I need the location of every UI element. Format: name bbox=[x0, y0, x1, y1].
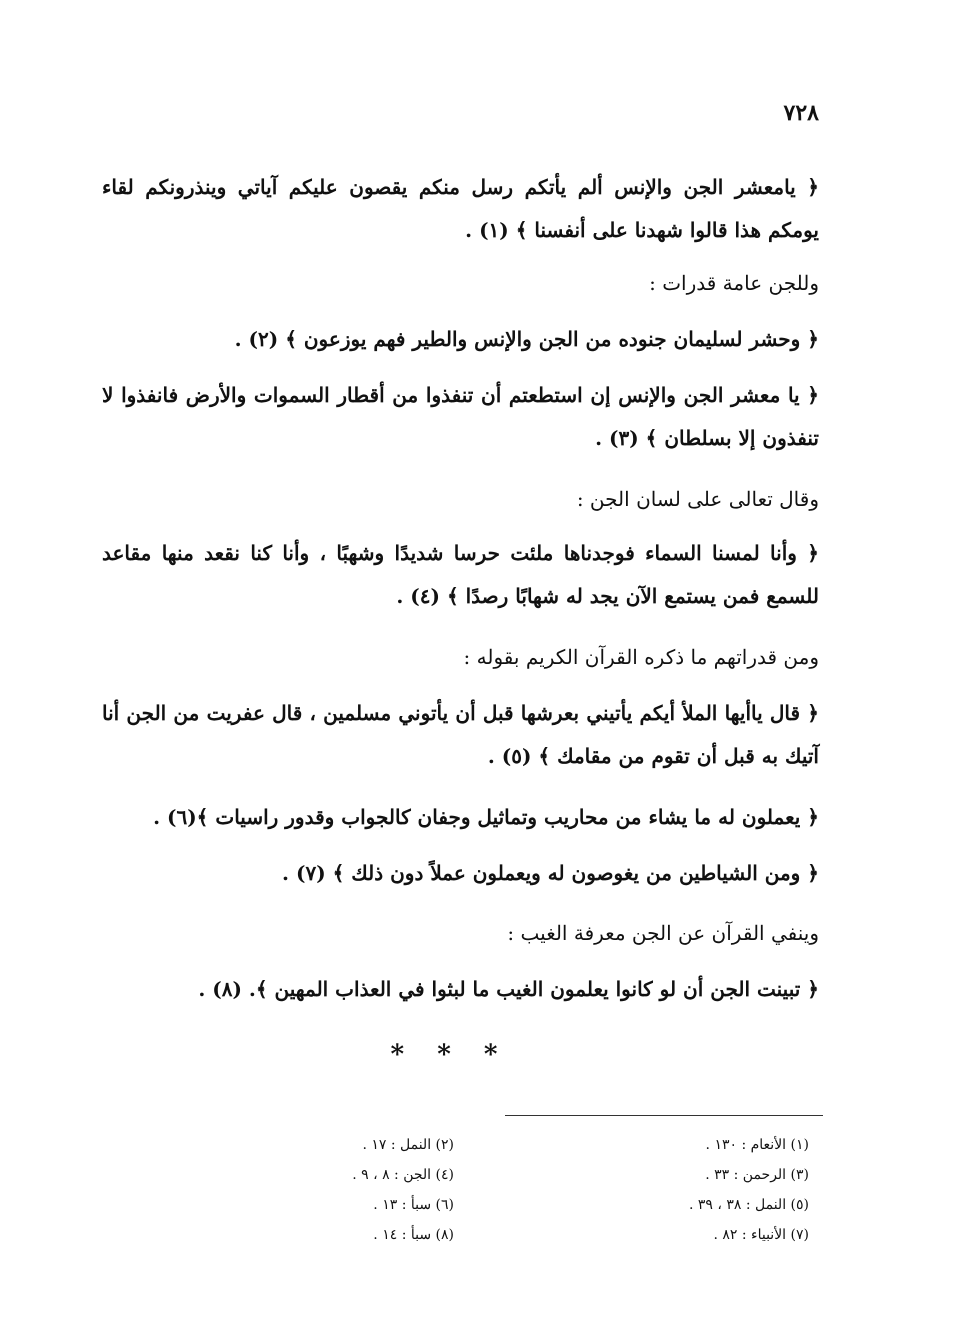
section-separator: * * * bbox=[390, 1040, 510, 1070]
footnotes-column-left bbox=[264, 1130, 454, 1250]
verse-paragraph: ﴿ قال ياأيها الملأ أيكم يأتيني بعرشها قبل أن يأتوني مسلمين ، قال عفريت من الجن أنا آتيك به قبل أن تقوم من مقامك ﴾ (٥) . bbox=[102, 701, 819, 768]
footnote: (٤) الجن : ٨ ، ٩ . bbox=[352, 1167, 454, 1183]
verse-paragraph: ﴿ تبينت الجن أن لو كانوا يعلمون الغيب ما لبثوا في العذاب المهين ﴾. (٨) . bbox=[198, 977, 819, 1001]
prose-paragraph: ومن قدراتهم ما ذكره القرآن الكريم بقوله : bbox=[463, 645, 819, 669]
footnote: (١) الأنعام : ١٣٠ . bbox=[705, 1137, 809, 1153]
verse-paragraph: ﴿ وأنا لمسنا السماء فوجدناها ملئت حرسا شديدًا وشهبًا ، وأنا كنا نقعد منها مقاعد للسمع فمن يستمع الآن يجد له شهابًا رصدًا ﴾ (٤) . bbox=[102, 541, 819, 608]
page-number: ٧٢٨ bbox=[783, 100, 819, 126]
footnotes-column-right bbox=[619, 1130, 809, 1250]
verse-paragraph: ﴿ يعملون له ما يشاء من محاريب وتماثيل وجفان كالجواب وقدور راسيات ﴾(٦) . bbox=[153, 805, 819, 829]
prose-paragraph: وينفي القرآن عن الجن معرفة الغيب : bbox=[507, 921, 819, 945]
footnote: (٧) الأنبياء : ٨٢ . bbox=[713, 1227, 809, 1243]
footnote-rule bbox=[505, 1115, 823, 1116]
verse-paragraph: ﴿ ومن الشياطين من يغوصون له ويعملون عملاً دون ذلك ﴾ (٧) . bbox=[282, 861, 819, 885]
prose-paragraph: وللجن عامة قدرات : bbox=[649, 271, 819, 295]
footnote: (٢) النمل : ١٧ . bbox=[362, 1137, 454, 1153]
verse-paragraph: ﴿ وحشر لسليمان جنوده من الجن والإنس والطير فهم يوزعون ﴾ (٢) . bbox=[234, 327, 819, 351]
verse-paragraph: ﴿ يامعشر الجن والإنس ألم يأتكم رسل منكم يقصون عليكم آياتي وينذرونكم لقاء يومكم هذا قالوا شهدنا على أنفسنا ﴾ (١) . bbox=[102, 175, 819, 242]
footnote: (٦) سبأ : ١٣ . bbox=[373, 1197, 454, 1213]
verse-paragraph: ﴿ يا معشر الجن والإنس إن استطعتم أن تنفذوا من أقطار السموات والأرض فانفذوا لا تنفذون إلا بسلطان ﴾ (٣) . bbox=[102, 383, 819, 450]
prose-paragraph: وقال تعالى على لسان الجن : bbox=[576, 487, 819, 511]
footnote: (٥) النمل : ٣٨ ، ٣٩ . bbox=[688, 1197, 809, 1213]
footnote: (٣) الرحمن : ٣٣ . bbox=[705, 1167, 809, 1183]
footnote: (٨) سبأ : ١٤ . bbox=[373, 1227, 454, 1243]
